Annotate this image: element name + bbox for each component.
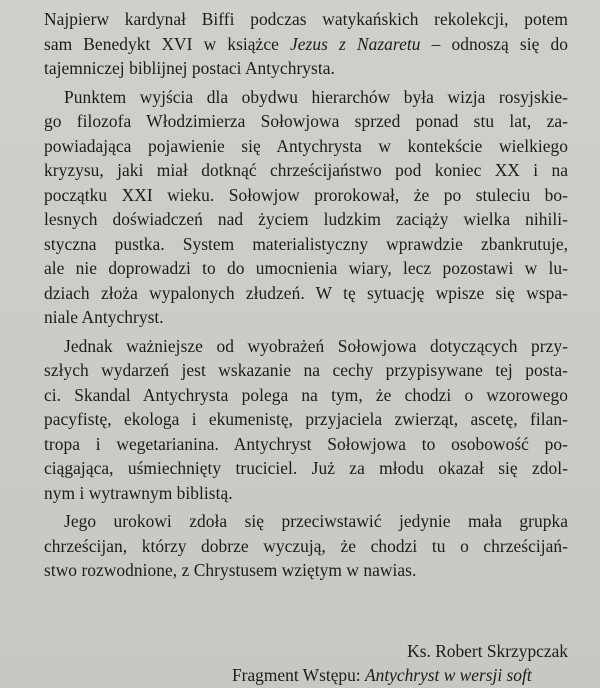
text-line: tropa i wegetarianina. Antychryst Sołowjowa to osobowość po- bbox=[44, 433, 568, 454]
text-line: Jednak ważniejsze od wyobrażeń Sołowjowa dotyczących przy- bbox=[64, 335, 568, 356]
text-line: sam Benedykt XVI w książce Jezus z Nazaretu – odnoszą się do bbox=[44, 33, 568, 54]
text-line: tajemniczej biblijnej postaci Antychrysta. bbox=[44, 58, 335, 78]
text-line: ciągająca, uśmiechnięty truciciel. Już za młodu okazał się zdol- bbox=[44, 458, 568, 478]
source-caption-title: Antychryst w wersji soft bbox=[365, 665, 532, 685]
text-line: Jego urokowi zdoła się przeciwstawić jedynie mała grupka bbox=[64, 511, 568, 531]
paragraph-4 bbox=[44, 509, 568, 583]
text-line: szłych wydarzeń jest wskazanie na cechy przypisywane tej posta- bbox=[44, 360, 568, 380]
text-line: styczna pustka. System materialistyczny wprawdzie zbankrutuje, bbox=[44, 233, 568, 254]
source-caption bbox=[232, 663, 532, 688]
text-line: stwo rozwodnione, z Chrystusem wziętym w nawias. bbox=[44, 560, 417, 580]
text-line: nym i wytrawnym biblistą. bbox=[44, 482, 233, 503]
text-line: niale Antychryst. bbox=[44, 307, 164, 327]
text-line: lesnych doświadczeń nad życiem ludzkim zaciąży wielka nihili- bbox=[44, 209, 568, 229]
body-text bbox=[44, 7, 568, 587]
paragraph-3 bbox=[44, 334, 568, 506]
text-line: chrześcijan, którzy dobrze wyczują, że chodzi tu o chrześcijań- bbox=[44, 535, 568, 556]
paragraph-1 bbox=[44, 7, 568, 81]
paragraph-2 bbox=[44, 85, 568, 330]
author-signature: Ks. Robert Skrzypczak bbox=[407, 641, 568, 661]
text-line: kryzysu, jaki miał dotknąć chrześcijaństwo pod koniec XX i na bbox=[44, 160, 568, 180]
text-line: ale nie doprowadzi to do umocnienia wiary, lecz pozostawi w lu- bbox=[44, 258, 568, 278]
text-line: pacyfistę, ekologa i ekumenistę, przyjaciela zwierząt, ascetę, filan- bbox=[44, 409, 568, 429]
text-line: początku XXI wieku. Sołowjow prorokował, że po stuleciu bo- bbox=[44, 184, 568, 205]
text-line: powiadająca pojawienie się Antychrysta w kontekście wielkiego bbox=[44, 135, 568, 156]
text-line: Najpierw kardynał Biffi podczas watykańskich rekolekcji, potem bbox=[44, 9, 568, 29]
text-line: dziach złoża wypalonych złudzeń. W tę sytuację wpisze się wspa- bbox=[44, 282, 568, 303]
book-title: Jezus z Nazaretu bbox=[289, 33, 421, 54]
source-caption-prefix: Fragment Wstępu: bbox=[232, 665, 365, 685]
text-line: ci. Skandal Antychrysta polega na tym, że chodzi o wzorowego bbox=[44, 384, 568, 405]
text-line: Punktem wyjścia dla obydwu hierarchów była wizja rosyjskie- bbox=[64, 86, 568, 107]
text-line: go filozofa Włodzimierza Sołowjowa sprzed ponad stu lat, za- bbox=[44, 111, 568, 131]
